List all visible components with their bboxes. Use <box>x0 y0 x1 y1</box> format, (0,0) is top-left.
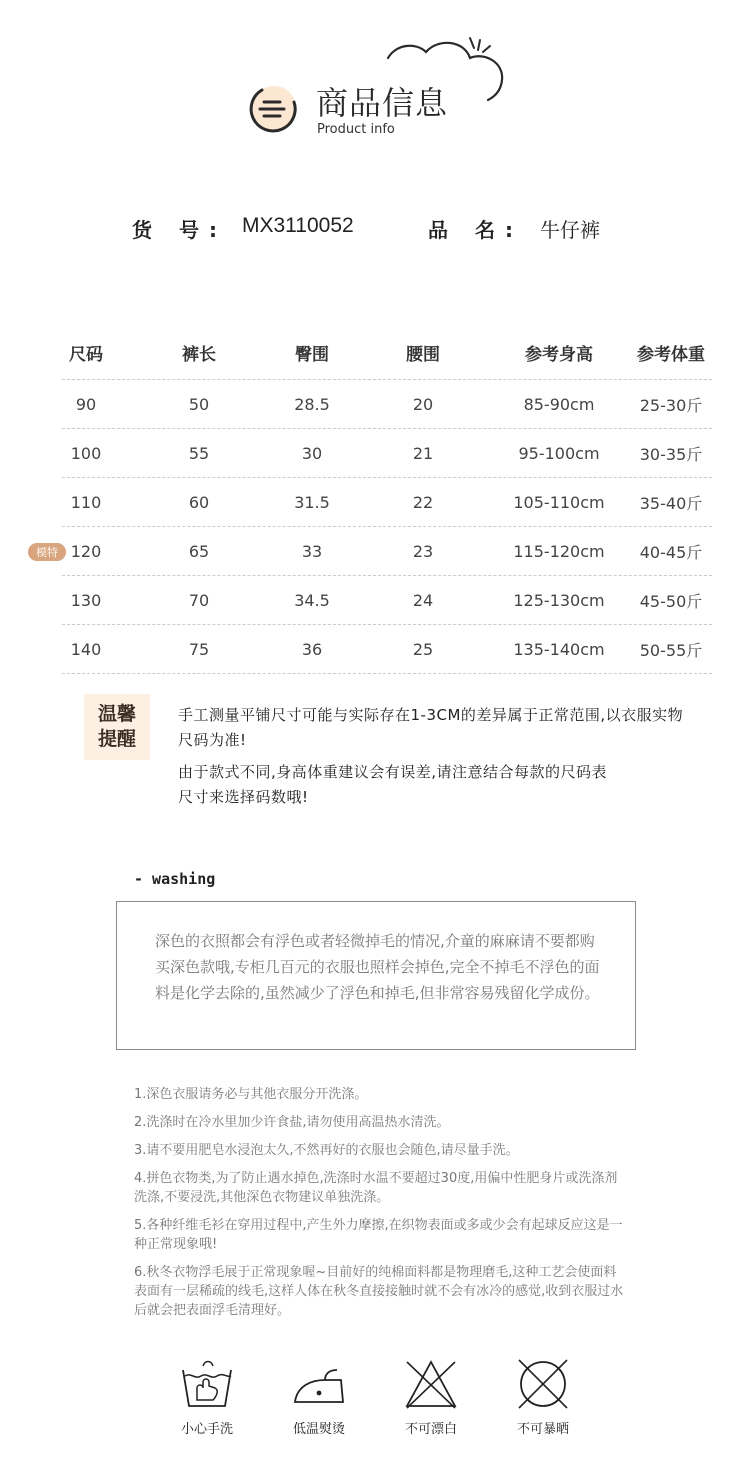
cell-size: 100 <box>70 443 102 463</box>
no-bleach-icon <box>403 1356 459 1412</box>
list-item: 1.深色衣服请务必与其他衣服分开洗涤。 <box>134 1087 368 1102</box>
cell-height: 115-120cm <box>513 541 605 561</box>
cell-length: 55 <box>188 443 210 463</box>
care-icon-low-iron <box>264 1356 374 1456</box>
cell-waist: 21 <box>412 443 434 463</box>
page-subtitle: Product info <box>317 122 395 137</box>
header-hip: 臀围 <box>295 344 329 365</box>
low-temp-iron-icon <box>291 1356 347 1412</box>
tip-badge-line1: 温馨 <box>97 703 136 725</box>
cell-weight: 45-50斤 <box>639 591 703 611</box>
sku-value: MX3110052 <box>242 214 354 237</box>
cell-hip: 34.5 <box>294 590 330 610</box>
sku-label: 货 号: <box>132 218 227 242</box>
product-name-value: 牛仔裤 <box>540 218 600 242</box>
low-iron-label: 低温熨烫 <box>292 1422 345 1437</box>
cell-weight: 25-30斤 <box>639 395 703 415</box>
cell-height: 95-100cm <box>518 443 600 463</box>
table-row <box>62 478 712 527</box>
cell-weight: 35-40斤 <box>639 493 703 513</box>
table-row <box>62 625 712 674</box>
list-item: 5.各种纤维毛衫在穿用过程中,产生外力摩擦,在织物表面或多或少会有起球反应这是一种正常现象哦! <box>134 1218 623 1252</box>
table-row <box>62 429 712 478</box>
tip-paragraph-1: 手工测量平铺尺寸可能与实际存在1-3CM的差异属于正常范围,以衣服实物尺码为准! <box>178 706 684 749</box>
care-instructions-list <box>134 1085 624 1329</box>
product-info-header <box>0 0 750 160</box>
no-bleach-label: 不可漂白 <box>404 1422 457 1437</box>
care-icon-no-dry <box>488 1356 598 1456</box>
cell-length: 50 <box>188 394 210 414</box>
tip-badge <box>84 694 150 760</box>
cell-weight: 30-35斤 <box>639 444 703 464</box>
cell-size: 120 <box>70 541 102 561</box>
cell-waist: 24 <box>412 590 434 610</box>
cell-height: 135-140cm <box>513 639 605 659</box>
product-name-label: 品 名: <box>428 218 523 242</box>
cell-hip: 28.5 <box>294 394 330 414</box>
product-summary <box>0 214 750 248</box>
header-waist: 腰围 <box>406 344 440 365</box>
cell-size: 110 <box>70 492 102 512</box>
list-item: 6.秋冬衣物浮毛展于正常现象喔~目前好的纯棉面料都是物理磨毛,这种工艺会使面料表面有一层稀疏的线毛,这样人体在秋冬直接接触时就不会有冰冷的感觉,收到衣服过水后就会把表面浮毛清理好。 <box>134 1265 624 1318</box>
cell-height: 105-110cm <box>513 492 605 512</box>
no-dry-label: 不可暴晒 <box>516 1422 569 1437</box>
hand-wash-icon <box>179 1356 235 1412</box>
cell-height: 85-90cm <box>523 394 595 414</box>
care-icon-hand-wash <box>152 1356 262 1456</box>
cell-waist: 23 <box>412 541 434 561</box>
table-row <box>62 576 712 625</box>
no-tumble-dry-icon <box>515 1356 571 1412</box>
header-length: 裤长 <box>182 344 216 365</box>
cell-waist: 22 <box>412 492 434 512</box>
list-item: 2.洗涤时在冷水里加少许食盐,请勿使用高温热水清洗。 <box>134 1115 450 1130</box>
cell-weight: 50-55斤 <box>639 640 703 660</box>
cell-length: 75 <box>188 639 210 659</box>
cell-size: 130 <box>70 590 102 610</box>
header-height: 参考身高 <box>525 344 593 365</box>
cell-hip: 31.5 <box>294 492 330 512</box>
cell-weight: 40-45斤 <box>639 542 703 562</box>
hand-wash-label: 小心手洗 <box>180 1422 233 1437</box>
cell-length: 60 <box>188 492 210 512</box>
cell-waist: 20 <box>412 394 434 414</box>
tip-paragraph-2: 由于款式不同,身高体重建议会有误差,请注意结合每款的尺码表尺寸来选择码数哦! <box>178 763 608 806</box>
header-weight: 参考体重 <box>637 344 705 365</box>
tip-badge-line2: 提醒 <box>97 728 136 750</box>
washing-notice-box <box>116 901 636 1050</box>
washing-notice-text: 深色的衣照都会有浮色或者轻微掉毛的情况,介童的麻麻请不要都购买深色款哦,专柜几百元的衣服也照样会掉色,完全不掉毛不浮色的面料是化学去除的,虽然减少了浮色和掉毛,但非常容易残留化学成份。 <box>155 932 600 1002</box>
cell-height: 125-130cm <box>513 590 605 610</box>
menu-circle-icon <box>248 82 300 134</box>
list-item: 4.拼色衣物类,为了防止遇水掉色,洗涤时水温不要超过30度,用偏中性肥身片或洗涤剂洗涤,不要浸洗,其他深色衣物建议单独洗涤。 <box>134 1171 618 1205</box>
cell-length: 65 <box>188 541 210 561</box>
table-row-model <box>36 527 712 576</box>
cell-size: 140 <box>70 639 102 659</box>
cell-length: 70 <box>188 590 210 610</box>
page-title: 商品信息 <box>316 84 449 122</box>
care-icon-no-bleach <box>376 1356 486 1456</box>
list-item: 3.请不要用肥皂水浸泡太久,不然再好的衣服也会随色,请尽量手洗。 <box>134 1143 519 1158</box>
cell-waist: 25 <box>412 639 434 659</box>
table-row <box>62 380 712 429</box>
size-table <box>36 325 712 674</box>
washing-title: - washing <box>134 870 216 888</box>
model-tag-badge: 模特 <box>28 543 66 561</box>
table-header-row <box>62 325 712 380</box>
cell-hip: 36 <box>301 639 323 659</box>
cell-hip: 33 <box>301 541 323 561</box>
cell-hip: 30 <box>301 443 323 463</box>
header-size: 尺码 <box>69 344 103 365</box>
cell-size: 90 <box>75 394 97 414</box>
